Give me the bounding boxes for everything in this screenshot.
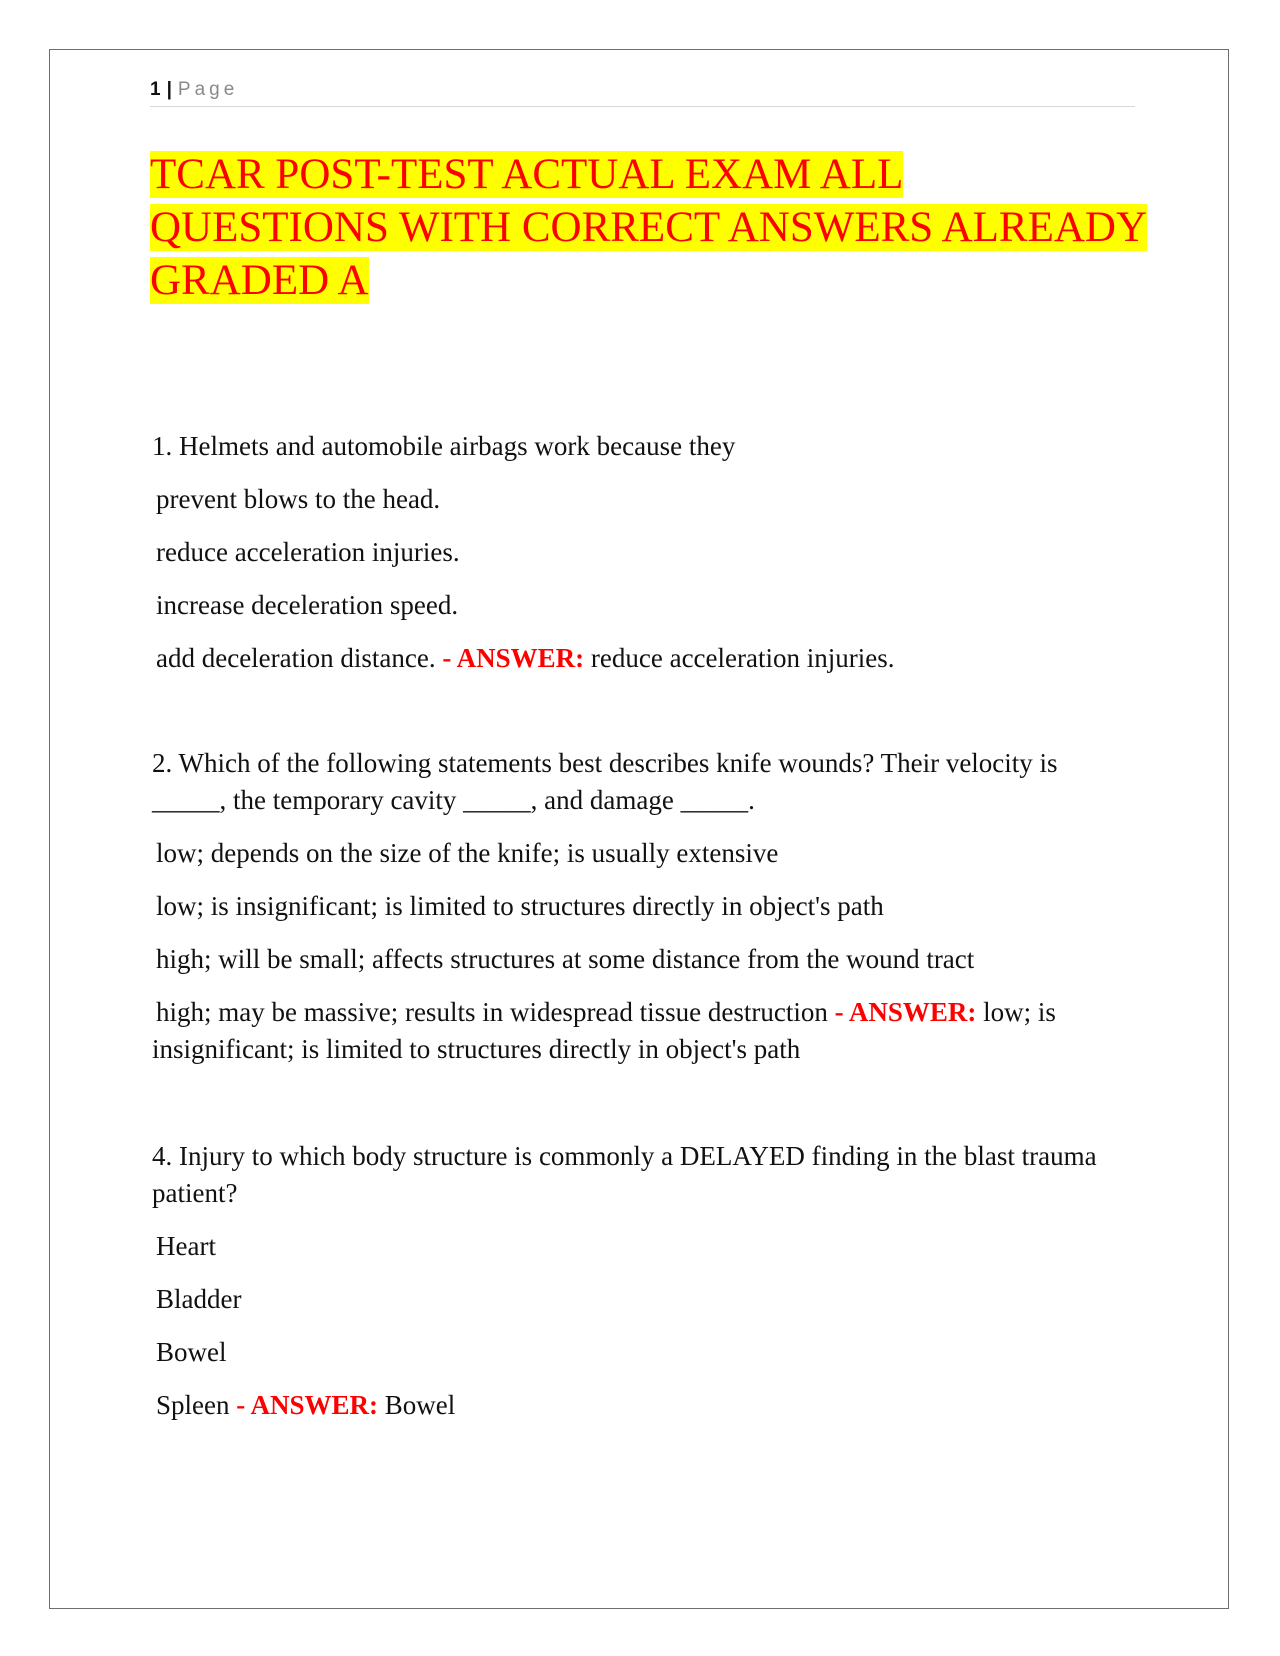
option: Bowel: [156, 1337, 227, 1367]
answer-text: low; is insignificant; is limited to structures directly in object's path: [152, 997, 1056, 1064]
title-line-1: TCAR POST-TEST ACTUAL EXAM ALL: [150, 151, 904, 198]
answer-label: - ANSWER:: [442, 643, 585, 673]
page-header: [150, 78, 1135, 107]
option: high; will be small; affects structures at some distance from the wound tract: [156, 944, 975, 974]
option: high; may be massive; results in widespread tissue destruction: [156, 997, 828, 1027]
answer-text: Bowel: [384, 1390, 456, 1420]
option: Bladder: [156, 1284, 242, 1314]
option: increase deceleration speed.: [156, 590, 459, 620]
title-line-2: QUESTIONS WITH CORRECT ANSWERS ALREADY: [150, 204, 1148, 251]
document-title: [150, 148, 1150, 307]
option-with-answer: [152, 640, 1112, 677]
option: Heart: [156, 1231, 216, 1261]
answer-label: - ANSWER:: [834, 997, 977, 1027]
option: reduce acceleration injuries.: [156, 537, 460, 567]
question-4: [152, 1138, 1112, 1440]
option-with-answer: [152, 1387, 1112, 1424]
title-line-3: GRADED A: [150, 257, 369, 304]
question-stem: 4. Injury to which body structure is commonly a DELAYED finding in the blast trauma patient?: [152, 1141, 1097, 1208]
answer-text: reduce acceleration injuries.: [590, 643, 895, 673]
option: Spleen: [156, 1390, 230, 1420]
page-separator: |: [166, 79, 172, 100]
question-stem: 2. Which of the following statements best describes knife wounds? Their velocity is _____, the temporary cavity _____, and damage _____.: [152, 748, 1058, 815]
option: low; depends on the size of the knife; is usually extensive: [156, 838, 779, 868]
question-1: [152, 428, 1112, 693]
option: add deceleration distance.: [156, 643, 436, 673]
question-2: [152, 745, 1112, 1084]
option-with-answer: [152, 994, 1112, 1068]
option: prevent blows to the head.: [156, 484, 441, 514]
page-word: Page: [177, 79, 239, 100]
page-number: 1: [150, 79, 161, 100]
question-stem: 1. Helmets and automobile airbags work because they: [152, 431, 736, 461]
option: low; is insignificant; is limited to structures directly in object's path: [156, 891, 884, 921]
answer-label: - ANSWER:: [236, 1390, 379, 1420]
